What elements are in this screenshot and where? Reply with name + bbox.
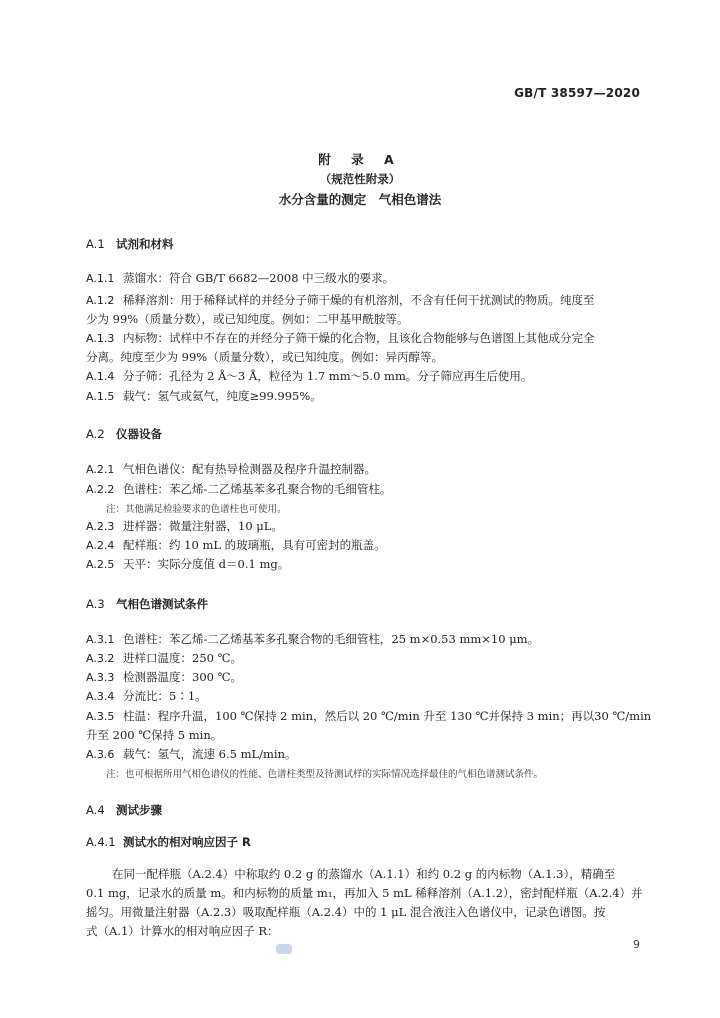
- annex-name: 水分含量的测定 气相色谱法: [278, 192, 442, 207]
- clause-line: [86, 330, 595, 346]
- section-number: A.1: [86, 237, 105, 251]
- clause-text: 载气：氢气，流速 6.5 mL/min。: [123, 747, 297, 761]
- clause-line: [86, 368, 532, 384]
- clause-line: [86, 518, 283, 534]
- clause-line: [86, 688, 207, 704]
- clause-text: 检测器温度：300 ℃。: [123, 670, 242, 684]
- section-number: A.3: [86, 597, 105, 611]
- clause-number: A.3.1: [86, 633, 115, 646]
- paragraph-line: 在同一配样瓶（A.2.4）中称取约 0.2 g 的蒸馏水（A.1.1）和约 0.2 g 的内标物（A.1.3），精确至: [112, 867, 616, 881]
- paragraph-line: 摇匀。用微量注射器（A.2.3）吸取配样瓶（A.2.4）中的 1 μL 混合液注入色谱仪中，记录色谱图。按: [86, 905, 606, 919]
- section-title: 仪器设备: [116, 427, 162, 441]
- clause-line: [86, 556, 289, 572]
- clause-line: [86, 270, 394, 286]
- clause-text: 分流比：5∶1。: [123, 689, 207, 703]
- clause-number: A.2.2: [86, 483, 115, 496]
- subsection-title: 测试水的相对响应因子 R: [123, 835, 251, 849]
- clause-number: A.2.5: [86, 558, 115, 571]
- clause-text: 蒸馏水：符合 GB/T 6682—2008 中三级水的要求。: [123, 271, 395, 285]
- clause-text: 柱温：程序升温，100 ℃保持 2 min，然后以 20 ℃/min 升至 130 ℃并保持 3 min；再以30 ℃/min: [123, 709, 652, 723]
- clause-text: 气相色谱仪：配有热导检测器及程序升温控制器。: [123, 462, 376, 476]
- clause-number: A.1.4: [86, 370, 115, 383]
- section-number: A.4: [86, 803, 105, 817]
- clause-text: 天平：实际分度值 d＝0.1 mg。: [123, 557, 290, 571]
- clause-line: [86, 631, 539, 647]
- clause-text: 配样瓶：约 10 mL 的玻璃瓶，具有可密封的瓶盖。: [123, 538, 386, 552]
- note-text: 注：也可根据所用气相色谱仪的性能、色谱柱类型及待测试样的实际情况选择最佳的气相色谱测试条件。: [106, 769, 544, 780]
- clause-line: [86, 650, 242, 666]
- paragraph-line: 0.1 mg，记录水的质量 m。和内标物的质量 m₁，再加入 5 mL 稀释溶剂（A.1.2），密封配样瓶（A.2.4）并: [86, 886, 643, 900]
- clause-number: A.1.1: [86, 272, 115, 285]
- clause-continuation: 分离。纯度至少为 99%（质量分数），或已知纯度。例如：异丙醇等。: [86, 350, 443, 364]
- clause-text: 色谱柱：苯乙烯-二乙烯基苯多孔聚合物的毛细管柱。: [123, 482, 392, 496]
- section-title: 测试步骤: [116, 803, 162, 817]
- annex-type: （规范性附录）: [319, 172, 401, 186]
- clause-line: [86, 461, 376, 477]
- clause-number: A.3.4: [86, 690, 115, 703]
- clause-number: A.2.3: [86, 520, 115, 533]
- clause-number: A.3.2: [86, 652, 115, 665]
- clause-line: [86, 292, 595, 308]
- section-number: A.2: [86, 427, 105, 441]
- clause-line: [86, 537, 386, 553]
- clause-number: A.1.2: [86, 294, 115, 307]
- standard-number: GB/T 38597—2020: [514, 86, 640, 100]
- clause-text: 色谱柱：苯乙烯-二乙烯基苯多孔聚合物的毛细管柱，25 m×0.53 mm×10 μm。: [123, 632, 540, 646]
- clause-number: A.3.3: [86, 671, 115, 684]
- watermark-logo-icon: [276, 944, 292, 954]
- clause-line: [86, 669, 242, 685]
- clause-text: 分子筛：孔径为 2 Å～3 Å，粒径为 1.7 mm～5.0 mm。分子筛应再生后使用。: [123, 369, 533, 383]
- clause-text: 稀释溶剂：用于稀释试样的并经分子筛干燥的有机溶剂，不含有任何干扰测试的物质。纯度至: [123, 293, 595, 307]
- section-heading: [86, 596, 208, 612]
- clause-line: [86, 746, 297, 762]
- clause-number: A.3.5: [86, 710, 115, 723]
- subsection-number: A.4.1: [86, 835, 116, 849]
- clause-line: [86, 481, 391, 497]
- section-title: 气相色谱测试条件: [116, 597, 208, 611]
- paragraph-line: 式（A.1）计算水的相对响应因子 R：: [86, 924, 279, 938]
- clause-text: 进样器：微量注射器，10 μL。: [123, 519, 283, 533]
- section-heading: [86, 236, 174, 252]
- annex-title: 附 录 A: [318, 152, 402, 167]
- clause-continuation: 升至 200 ℃保持 5 min。: [86, 728, 223, 742]
- note-text: 注：其他满足检验要求的色谱柱也可使用。: [106, 504, 287, 515]
- subsection-heading: [86, 834, 251, 850]
- clause-text: 内标物：试样中不存在的并经分子筛干燥的化合物，且该化合物能够与色谱图上其他成分完全: [123, 331, 595, 345]
- section-title: 试剂和材料: [116, 237, 174, 251]
- clause-number: A.2.4: [86, 539, 115, 552]
- clause-line: [86, 708, 651, 724]
- clause-continuation: 少为 99%（质量分数），或已知纯度。例如：二甲基甲酰胺等。: [86, 312, 409, 326]
- clause-number: A.2.1: [86, 463, 115, 476]
- section-heading: [86, 802, 162, 818]
- clause-number: A.1.3: [86, 332, 115, 345]
- clause-number: A.3.6: [86, 748, 115, 761]
- page-number: 9: [633, 938, 640, 951]
- clause-number: A.1.5: [86, 390, 115, 403]
- section-heading: [86, 426, 162, 442]
- clause-line: [86, 388, 322, 404]
- clause-text: 进样口温度：250 ℃。: [123, 651, 242, 665]
- clause-text: 载气：氢气或氦气，纯度≥99.995%。: [123, 389, 322, 403]
